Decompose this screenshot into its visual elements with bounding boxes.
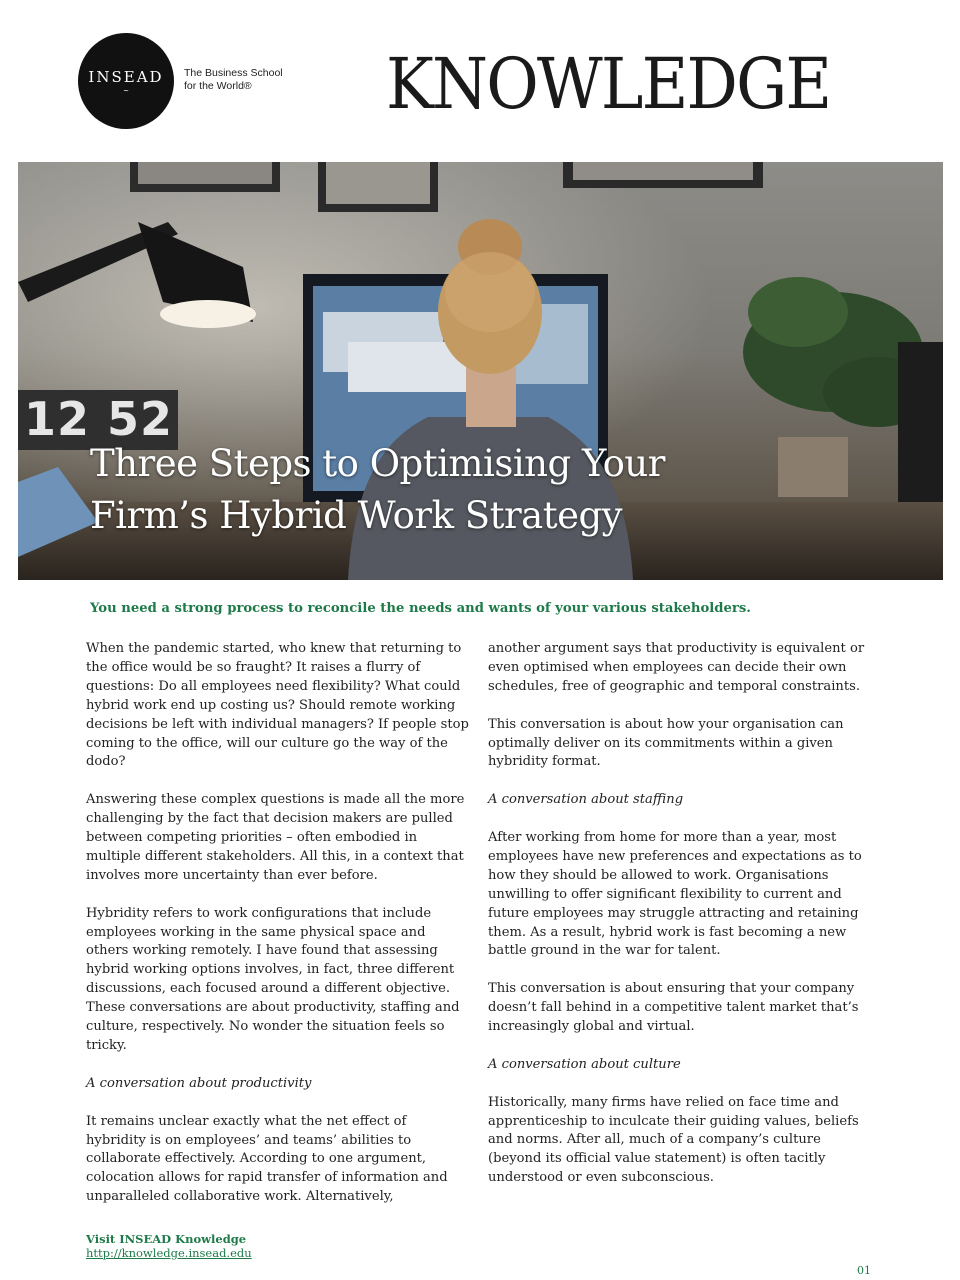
tagline [184,67,314,93]
logo-text: INSEAD [88,67,164,86]
tagline-line-2: for the World® [184,80,252,92]
title-line-1: Three Steps to Optimising Your [90,442,665,485]
clock-display: 12 52 [24,392,174,446]
section-subheading: A conversation about staffing [488,792,684,808]
body-paragraph: another argument says that productivity is equivalent or even optimised when employees can decide their own schedules, free of geographic and temporal constraints. [488,641,865,694]
masthead: KNOWLEDGE [386,43,831,125]
body-paragraph: Hybridity refers to work configurations that include employees working in the same physical space and others working remotely. I have found that assessing hybrid working options involves, in fact, three different discussions, each focused around a different objective. These conversations are about productivity, staffing and culture, respectively. No wonder the situation feels so tricky. [86,905,460,1053]
page-number: 01 [857,1264,871,1277]
title-line-2: Firm’s Hybrid Work Strategy [90,494,623,537]
body-paragraph: It remains unclear exactly what the net effect of hybridity is on employees’ and teams’ abilities to collaborate effectively. According to one argument, colocation allows for rapid transfer of information and unparalleled collaborative work. Alternatively, [86,1113,448,1205]
visit-link[interactable]: http://knowledge.insead.edu [86,1246,252,1260]
body-paragraph: Historically, many firms have relied on face time and apprenticeship to inculcate their guiding values, beliefs and norms. After all, much of a company’s culture (beyond its official value statement) is often tacitly understood or even subconscious. [488,1094,859,1186]
body-paragraph: When the pandemic started, who knew that returning to the office would be so fraught? It raises a flurry of questions: Do all employees need flexibility? What could hybrid work end up costing us? Should remote working decisions be left with individual managers? If people stop coming to the office, will our culture go the way of the dodo? [86,641,469,770]
insead-logo [78,33,174,129]
body-paragraph: After working from home for more than a year, most employees have new preferences and expectations as to how they should be allowed to work. Organisations unwilling to offer significant flexibility to current and future employees may struggle attracting and retaining them. As a result, hybrid work is fast becoming a new battle ground in the war for talent. [488,830,862,959]
hero-image [18,162,943,580]
logo-mark: ~ [123,86,129,95]
body-paragraph: Answering these complex questions is made all the more challenging by the fact that decision makers are pulled between competing priorities – often embodied in multiple different stakeholders. All this, in a context that involves more uncertainty than ever before. [86,792,465,883]
right-column [488,640,872,1207]
left-column [86,640,470,1226]
section-subheading: A conversation about productivity [86,1075,312,1091]
tagline-line-1: The Business School [184,67,283,79]
visit-label: Visit INSEAD Knowledge [86,1232,247,1246]
article-title [90,438,790,542]
body-paragraph: This conversation is about ensuring that your company doesn’t fall behind in a competitive talent market that’s increasingly global and virtual. [488,981,859,1035]
body-paragraph: This conversation is about how your organisation can optimally deliver on its commitments within a given hybridity format. [488,716,844,770]
section-subheading: A conversation about culture [488,1056,681,1072]
visit-block [86,1232,252,1260]
standfirst: You need a strong process to reconcile the needs and wants of your various stakeholders. [90,601,751,616]
